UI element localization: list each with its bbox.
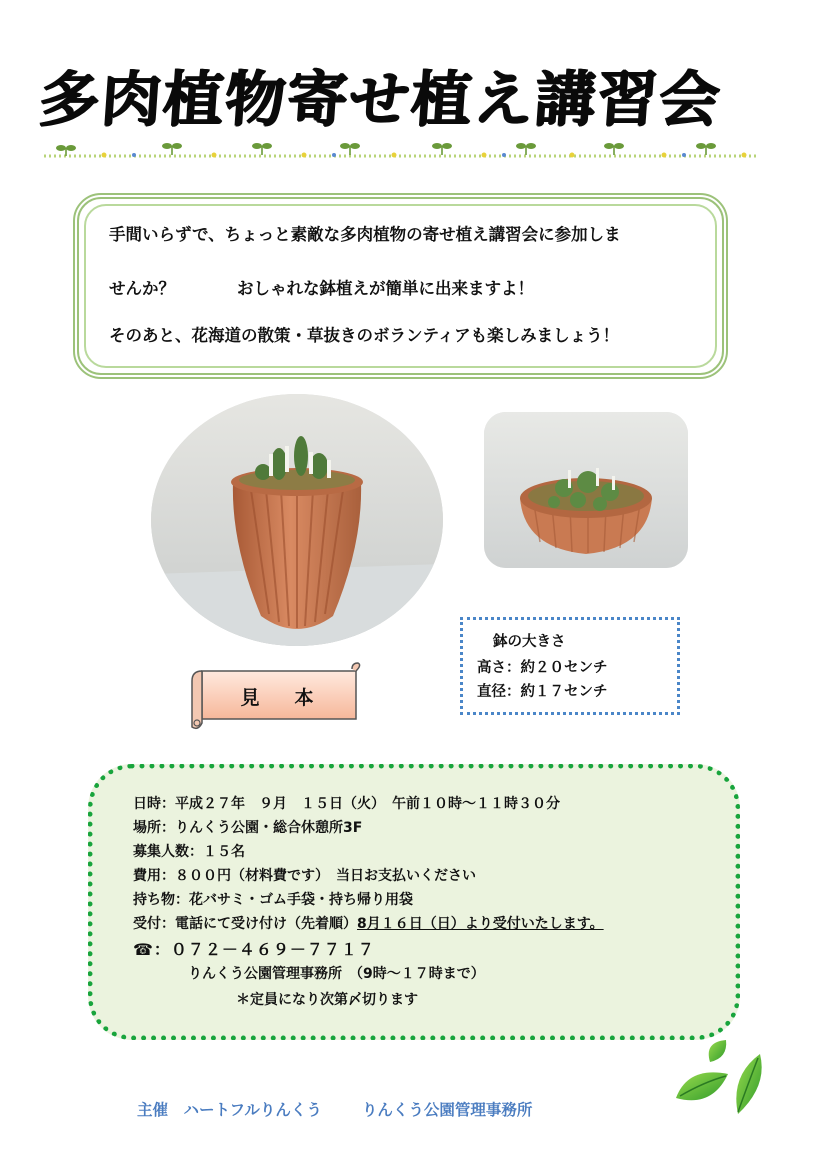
event-capacity: 募集人数：１５名 [133,844,245,860]
event-date: 日時：平成２７年 ９月 １５日（火） 午前１０時～１１時３０分 [133,796,560,812]
organizer-line [137,1098,532,1120]
event-details-box [88,764,740,1040]
pot-height: 高さ：約２０センチ [477,660,608,676]
event-fee: 費用：８００円（材料費です） 当日お支払いください [133,868,476,884]
event-place: 場所：りんくう公園・総合休憩所3F [133,820,363,836]
phone-number: ☎：０７２－４６９－７７１７ [133,940,375,959]
intro-line-2 [109,275,534,299]
office-hours: りんくう公園管理事務所 （9時～１７時まで） [188,966,485,982]
intro-line-3: そのあと、花海道の散策・草抜きのボランティアも楽しみましょう！ [109,326,620,345]
sample-label: 見 本 [240,687,322,709]
intro-line-2-part-b: おしゃれな鉢植えが簡単に出来ますよ！ [237,279,534,298]
pot-size-title: 鉢の大きさ [493,634,566,650]
organizer-label: 主催 ハートフルりんくう [137,1101,322,1119]
page-title: 多肉植物寄せ植え講習会 [36,65,724,135]
organizer-office: りんくう公園管理事務所 [361,1101,533,1119]
intro-line-1: 手間いらずで、ちょっと素敵な多肉植物の寄せ植え講習会に参加しま [109,225,621,244]
reception-start-date: 8月１６日（日）より受付いたします。 [357,916,604,932]
sample-photo-wide-pot [484,412,688,568]
intro-line-2-part-a: せんか？ [109,279,175,298]
pot-diameter: 直径：約１７センチ [477,684,608,700]
sprout-border-decoration [44,136,756,160]
sample-photo-tall-pot [151,394,443,646]
event-reception [133,913,604,933]
leaf-icon [668,1036,768,1116]
pot-size-box [460,617,680,715]
capacity-note: ＊定員になり次第〆切ります [236,992,418,1008]
intro-message-box [73,193,728,379]
event-items-to-bring: 持ち物：花バサミ・ゴム手袋・持ち帰り用袋 [133,892,413,908]
reception-method: 受付：電話にて受け付け（先着順） [133,916,357,932]
